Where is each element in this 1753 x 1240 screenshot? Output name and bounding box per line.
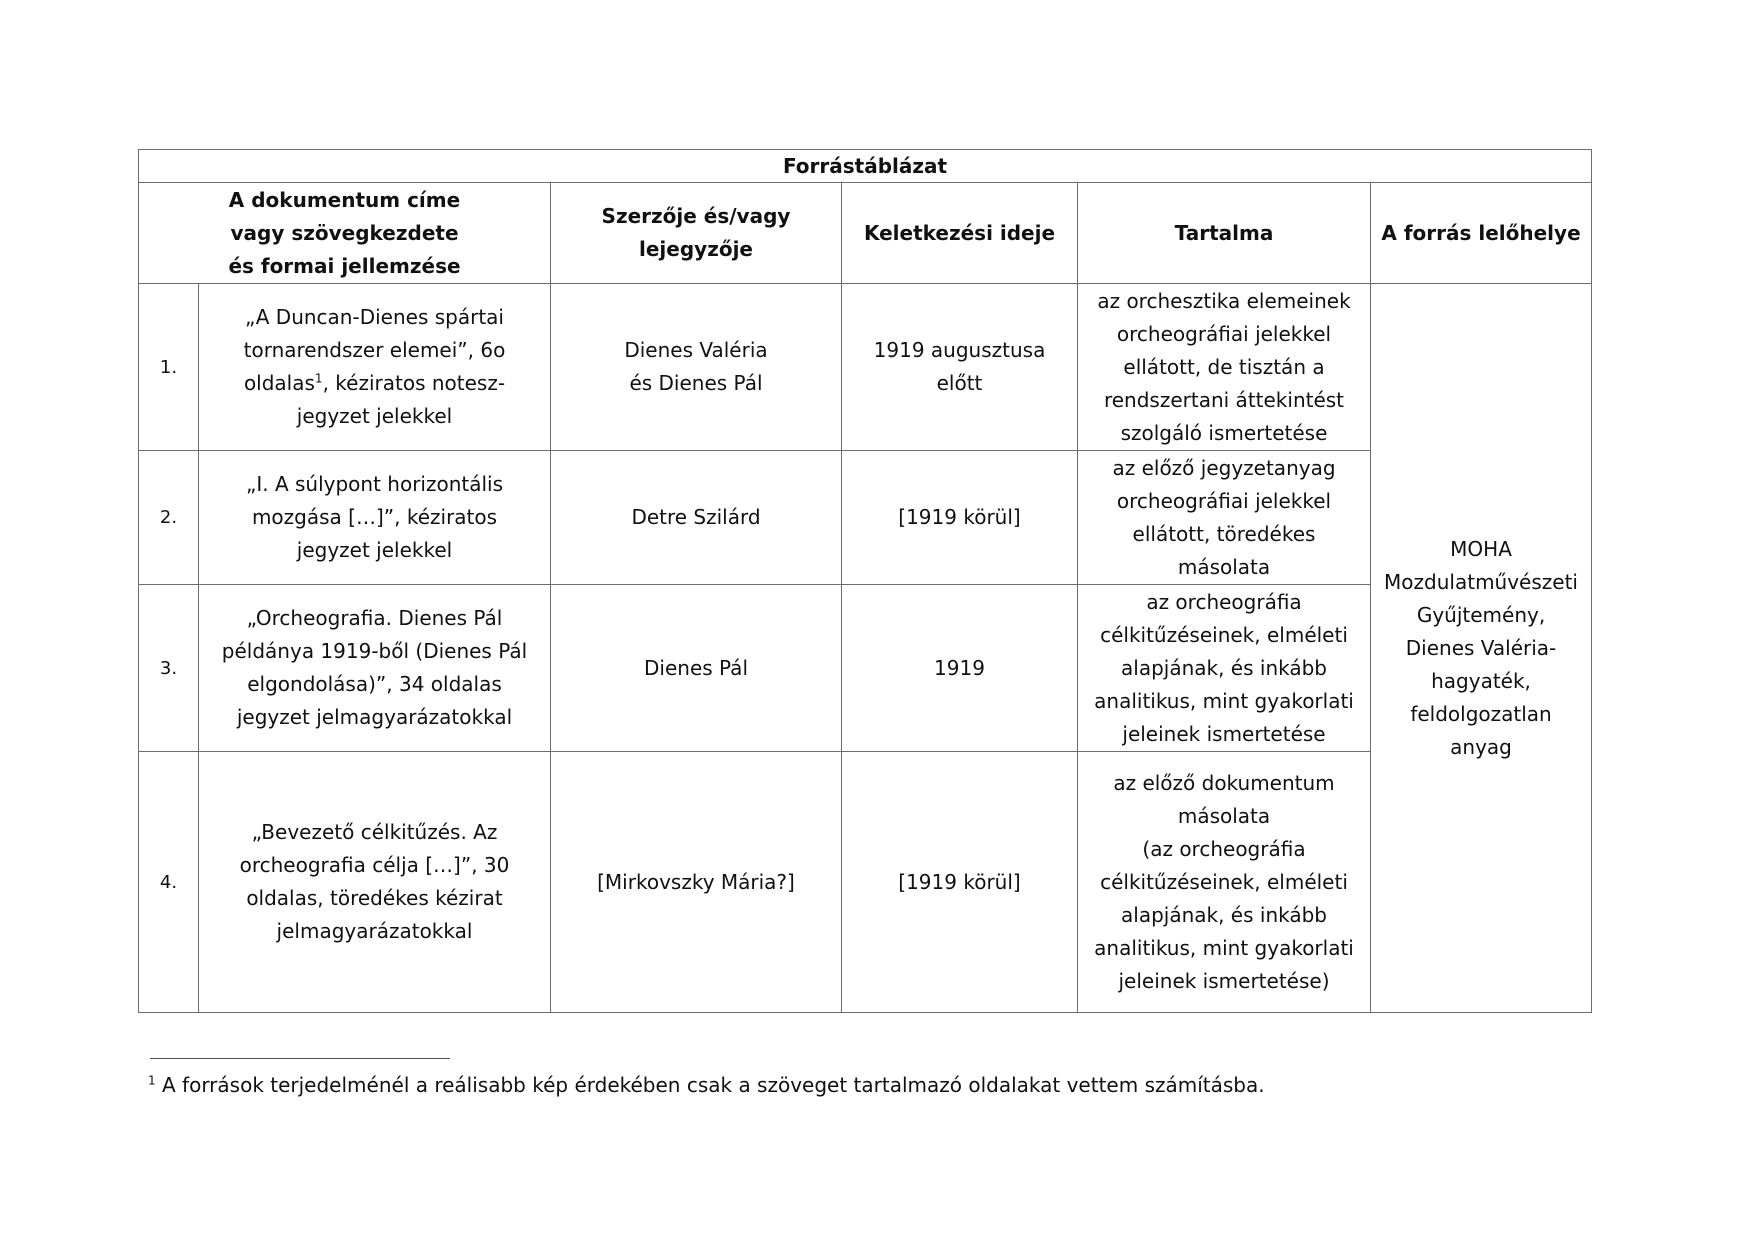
row-number: 2. [139, 451, 199, 585]
table-row [139, 284, 1592, 451]
author-cell: Detre Szilárd [551, 451, 842, 585]
source-table [138, 149, 1592, 1013]
table-title-row [139, 150, 1592, 183]
content-cell: az előző dokumentum másolata (az orcheográfia célkitűzéseinek, elméleti alapjának, és inkább analitikus, mint gyakorlati jeleinek ismertetése) [1078, 752, 1371, 1013]
header-document: A dokumentum címe vagy szövegkezdete és formai jellemzése [139, 183, 551, 284]
document-cell: „Bevezető célkitűzés. Az orcheografia célja […]”, 30 oldalas, töredékes kézirat jelmagyarázatokkal [199, 752, 551, 1013]
document-cell: „A Duncan-Dienes spártai tornarendszer elemei”, 6o oldalas$^1$, kéziratos notesz- jegyzet jelekkel [199, 284, 551, 451]
date-cell: [1919 körül] [842, 451, 1078, 585]
row-number: 1. [139, 284, 199, 451]
row-number: 3. [139, 585, 199, 752]
location-cell: MOHA Mozdulatművészeti Gyűjtemény, Dienes Valéria- hagyaték, feldolgozatlan anyag [1371, 284, 1592, 1013]
content-cell: az előző jegyzetanyag orcheográfiai jelekkel ellátott, töredékes másolata [1078, 451, 1371, 585]
footnote-text: A források terjedelménél a reálisabb kép érdekében csak a szöveget tartalmazó oldalakat vettem számításba. [155, 1073, 1265, 1097]
author-cell: Dienes Valéria és Dienes Pál [551, 284, 842, 451]
content-cell: az orcheográfia célkitűzéseinek, elméleti alapjának, és inkább analitikus, mint gyakorlati jeleinek ismertetése [1078, 585, 1371, 752]
content-cell: az orchesztika elemeinek orcheográfiai jelekkel ellátott, de tisztán a rendszertani áttekintést szolgáló ismertetése [1078, 284, 1371, 451]
footnote-marker: 1 [148, 1073, 156, 1088]
date-cell: 1919 [842, 585, 1078, 752]
date-cell: 1919 augusztusa előtt [842, 284, 1078, 451]
header-location: A forrás lelőhelye [1371, 183, 1592, 284]
header-content: Tartalma [1078, 183, 1371, 284]
header-date: Keletkezési ideje [842, 183, 1078, 284]
author-cell: [Mirkovszky Mária?] [551, 752, 842, 1013]
footnote [148, 1070, 1265, 1100]
table-header-row [139, 183, 1592, 284]
row-number: 4. [139, 752, 199, 1013]
table-title: Forrástáblázat [139, 150, 1592, 183]
footnote-separator [150, 1058, 450, 1059]
document-cell: „I. A súlypont horizontális mozgása […]”, kéziratos jegyzet jelekkel [199, 451, 551, 585]
header-author: Szerzője és/vagy lejegyzője [551, 183, 842, 284]
date-cell: [1919 körül] [842, 752, 1078, 1013]
document-cell: „Orcheografia. Dienes Pál példánya 1919-ből (Dienes Pál elgondolása)”, 34 oldalas jegyzet jelmagyarázatokkal [199, 585, 551, 752]
footnote-reference[interactable]: 1 [314, 371, 323, 386]
author-cell: Dienes Pál [551, 585, 842, 752]
